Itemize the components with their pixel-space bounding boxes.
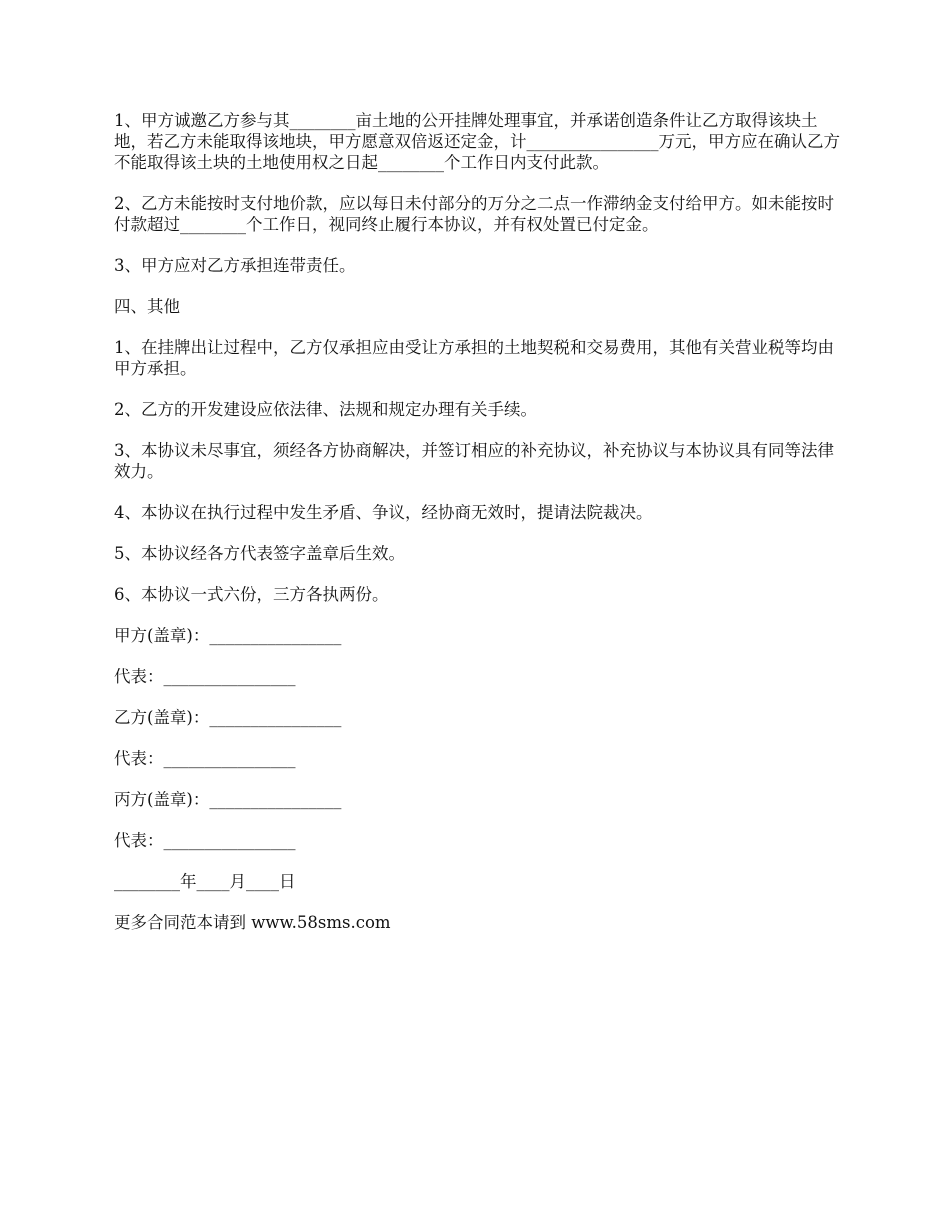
party-c-representative-line: 代表：________________: [114, 831, 296, 850]
party-c-seal-line: 丙方(盖章)：________________: [114, 790, 342, 809]
clause-4-1: 1、在挂牌出让过程中，乙方仅承担应由受让方承担的土地契税和交易费用，其他有关营业税等均由甲方承担。: [114, 338, 834, 378]
party-a-seal-line: 甲方(盖章)：________________: [114, 626, 342, 645]
clause-4-2: 2、乙方的开发建设应依法律、法规和规定办理有关手续。: [114, 400, 537, 419]
clause-4-5: 5、本协议经各方代表签字盖章后生效。: [114, 544, 405, 563]
party-b-representative-line: 代表：________________: [114, 749, 296, 768]
section-four-heading: 四、其他: [114, 297, 180, 316]
clause-4-6: 6、本协议一式六份，三方各执两份。: [114, 585, 389, 604]
party-b-seal-line: 乙方(盖章)：________________: [114, 708, 342, 727]
clause-3-3: 3、甲方应对乙方承担连带责任。: [114, 256, 356, 275]
date-line: ________年____月____日: [114, 872, 296, 891]
clause-3-2: 2、乙方未能按时支付地价款，应以每日未付部分的万分之二点一作滞纳金支付给甲方。如未能按时付款超过________个工作日，视同终止履行本协议，并有权处置已付定金。: [114, 194, 834, 234]
party-a-representative-line: 代表：________________: [114, 667, 296, 686]
clause-4-3: 3、本协议未尽事宜，须经各方协商解决，并签订相应的补充协议，补充协议与本协议具有同等法律效力。: [114, 441, 834, 481]
document-page: [114, 110, 844, 933]
clause-4-4: 4、本协议在执行过程中发生矛盾、争议，经协商无效时，提请法院裁决。: [114, 503, 653, 522]
clause-3-1: 1、甲方诚邀乙方参与其________亩土地的公开挂牌处理事宜，并承诺创造条件让乙方取得该块土地，若乙方未能取得该地块，甲方愿意双倍返还定金，计________________万元，甲方应在确认乙方不能取得该土块的土地使用权之日起________个工作日内支付此款。: [114, 111, 840, 172]
footer-note: 更多合同范本请到 www.58sms.com: [114, 913, 391, 932]
